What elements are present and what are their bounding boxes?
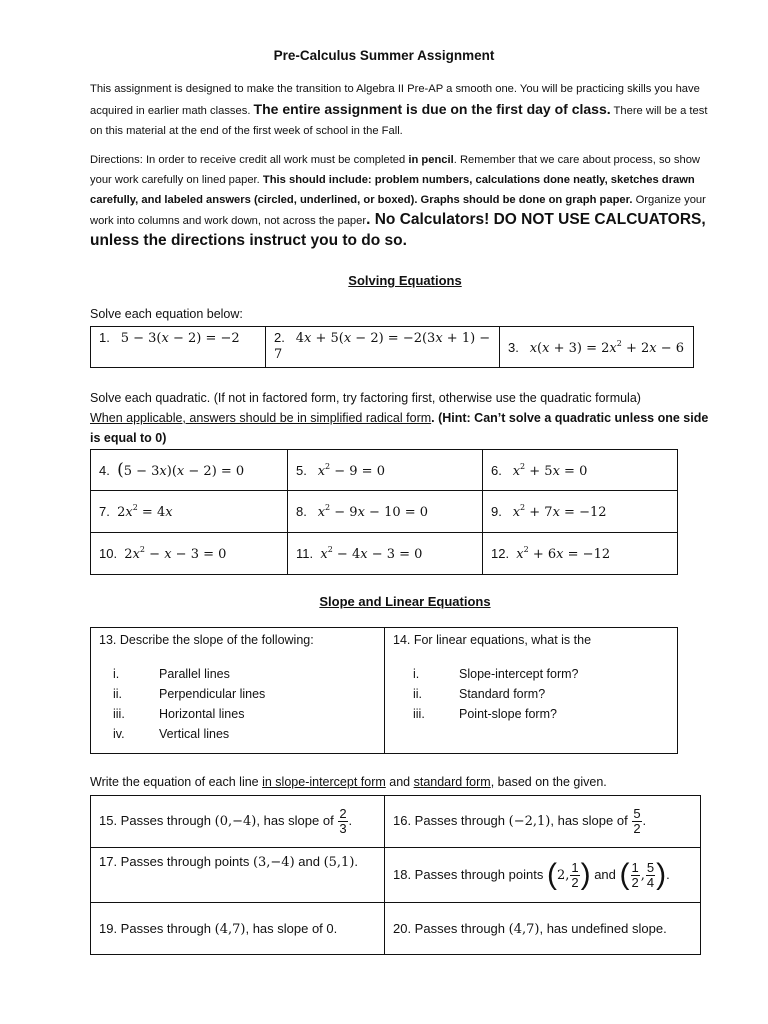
list-item: ii. Perpendicular lines [113,687,266,701]
list-item: ii. Standard form? [413,687,546,701]
due-date-note: The entire assignment is due on the first day of class. [253,101,611,117]
intro-paragraph: This assignment is designed to make the transition to Algebra II Pre-AP a smooth one. You will be practicing skills you have acquired in earlier math classes. The entire assignment is due on the first day of class. There will be a test on this material at the end of the first week of school in the Fall. [90,83,708,137]
list-item: i. Parallel lines [113,667,230,681]
problem-2: 2. 4x + 5(x − 2) = −2(3x + 1) − 7 [266,327,500,368]
list-item: i. Slope-intercept form? [413,667,579,681]
problem-10: 10. $2x^2 - x - 3 = 0$ [91,533,288,575]
list-item: iii. Horizontal lines [113,707,245,721]
equations-table [90,326,694,368]
problem-19: 19. Passes through (4,7), has slope of 0. [91,903,385,955]
list-item: iii. Point-slope form? [413,707,557,721]
problem-7: 7. $2x^2 = 4x$ [91,491,288,533]
problem-9: 9. $x^2 + 7x = -12$ [483,491,678,533]
slope-concepts-table [90,627,678,754]
problem-18: 18. Passes through points (2, $\frac{1}{2}$ ) and ( $\frac{1}{2}$ , $\frac{5}{4}$ ). [385,848,701,903]
quadratics-table [90,449,678,575]
problem-20: 20. Passes through (4,7), has undefined slope. [385,903,701,955]
problem-12: 12. $x^2 + 6x = -12$ [483,533,678,575]
line-equations-table [90,795,701,955]
section-slope-linear: Slope and Linear Equations [319,594,491,609]
no-calculator-note: . No Calculators! DO NOT USE CALCUATORS, unless the directions instruct you to do so. [90,211,706,249]
problem-8: 8. $x^2 - 9x - 10 = 0$ [288,491,483,533]
problem-11: 11. $x^2 - 4x - 3 = 0$ [288,533,483,575]
problem-14: 14. For linear equations, what is the i. Slope-intercept form? ii. Standard form? iii. Point-slope form? [385,628,678,754]
list-item: iv. Vertical lines [113,727,230,741]
problem-17: 17. Passes through points (3,−4) and (5,1). [91,848,385,903]
section-solving-equations: Solving Equations [348,273,462,288]
problem-13: 13. Describe the slope of the following: i. Parallel lines ii. Perpendicular lines iii. Horizontal lines iv. Vertical lines [91,628,385,754]
problem-16: 16. Passes through (−2,1), has slope of $\frac{5}{2}$ . [385,796,701,848]
problem-5: 5. $x^2 - 9 = 0$ [288,450,483,491]
problem-6: 6. $x^2 + 5x = 0$ [483,450,678,491]
write-instructions: Write the equation of each line in slope-intercept form and standard form, based on the given. [90,775,607,789]
problem-1: 1. 5 − 3(x − 2) = −2 [91,327,266,368]
problem-3: 3. $x(x + 3) = 2x^2 + 2x - 6$ [500,327,694,368]
solve-label: Solve each equation below: [90,307,243,321]
directions-paragraph: Directions: In order to receive credit all work must be completed in pencil. Remember that we care about process, so show your work carefully on lined paper. This should include: problem numbers, calculations done neatly, sketches drawn carefully, and labeled answers (circled, underlined, or boxed). Graphs should be done on graph paper. Organize your work into columns and work down, not across the paper. No Calculators! DO NOT USE CALCUATORS, unless the directions instruct you to do so. [90,154,706,249]
quadratic-instructions: Solve each quadratic. (If not in factored form, try factoring first, otherwise use the quadratic formula) When applicable, answers should be in simplified radical form. (Hint: Can’t solve a quadratic unless one side is equal to 0) [90,391,709,445]
problem-15: 15. Passes through (0,−4), has slope of $\frac{2}{3}$ . [91,796,385,848]
problem-4: 4. (5 − 3x)(x − 2) = 0 [91,450,288,491]
page-title: Pre-Calculus Summer Assignment [273,48,495,63]
